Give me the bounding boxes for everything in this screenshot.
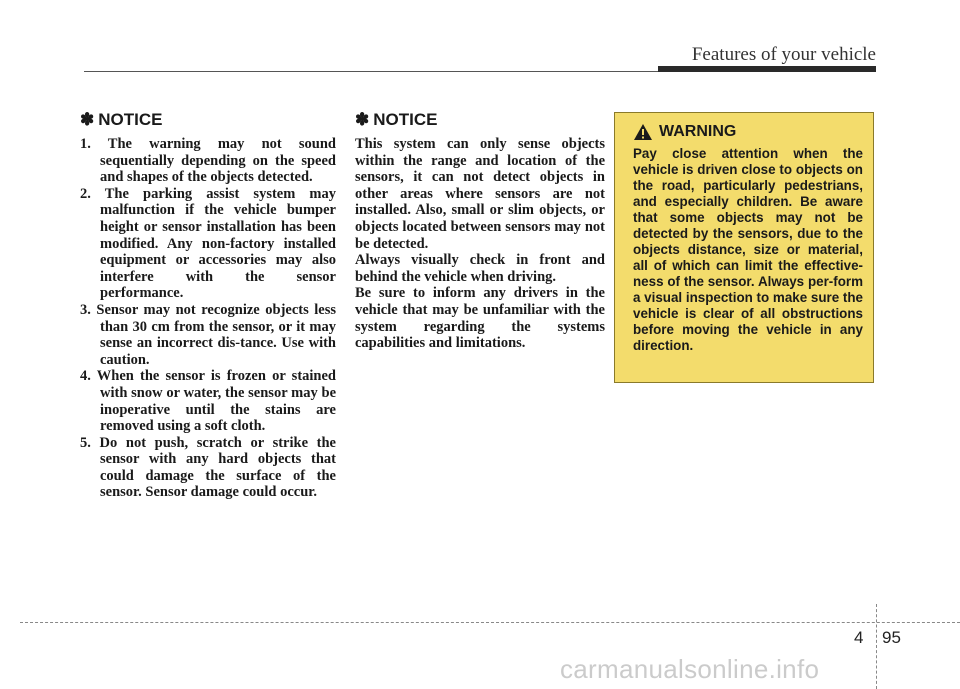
notice-paragraph: This system can only sense objects within the range and location of the sensors, it can not detect objects in other areas where sensors are not installed. Also, small or slim objects, or objects located between sensors may not be detected. — [355, 136, 605, 252]
warning-box — [614, 112, 874, 383]
watermark-text: carmanualsonline.info — [560, 654, 820, 684]
warning-title: WARNING — [659, 123, 737, 140]
asterisk-icon: ✽ — [80, 110, 95, 129]
notice-paragraph: Always visually check in front and behind the vehicle when driving. — [355, 252, 605, 285]
warning-body: Pay close attention when the vehicle is driven close to objects on the road, particularly pedestrians, and especially children. Be aware that some objects may not be detected by the sensors, due to the objects distance, size or material, all of which can limit the effective-ness of the sensor. Always per-form a visual inspection to make sure the vehicle is clear of all obstructions before moving the vehicle in any direction. — [633, 146, 863, 353]
list-item: 3. Sensor may not recognize objects less than 30 cm from the sensor, or it may sense an incorrect dis-tance. Use with caution. — [80, 301, 336, 368]
list-item: 2. The parking assist system may malfunction if the vehicle bumper height or sensor installation has been modified. Any non-factory installed equipment or accessories may also interfere with the sensor performance. — [80, 185, 336, 302]
notice-paragraph: Be sure to inform any drivers in the vehicle that may be unfamiliar with the system regarding the systems capabilities and limitations. — [355, 285, 605, 352]
header-rule-thick — [658, 66, 876, 72]
warning-triangle-icon — [633, 123, 653, 141]
list-item: 4. When the sensor is frozen or stained with snow or water, the sensor may be inoperative until the stains are removed using a soft cloth. — [80, 368, 336, 435]
notice-title-1: NOTICE — [98, 110, 163, 129]
notice-list — [80, 136, 336, 501]
page-header-title: Features of your vehicle — [691, 44, 876, 65]
list-item: 5. Do not push, scratch or strike the sensor with any hard objects that could damage the surface of the sensor. Sensor damage could occur. — [80, 434, 336, 501]
list-item: 1. The warning may not sound sequentially depending on the speed and shapes of the objects detected. — [80, 136, 336, 186]
notice-section-2 — [355, 110, 605, 352]
warning-heading — [633, 123, 863, 141]
asterisk-icon: ✽ — [355, 110, 370, 129]
notice-heading-1 — [80, 110, 336, 130]
footer-rule — [20, 622, 960, 623]
page-number: 95 — [882, 628, 901, 647]
notice-heading-2 — [355, 110, 605, 130]
footer-divider — [876, 604, 877, 689]
notice-section-1 — [80, 110, 336, 501]
chapter-number: 4 — [854, 628, 864, 647]
header-rule-thin — [84, 71, 658, 72]
notice-title-2: NOTICE — [373, 110, 438, 129]
